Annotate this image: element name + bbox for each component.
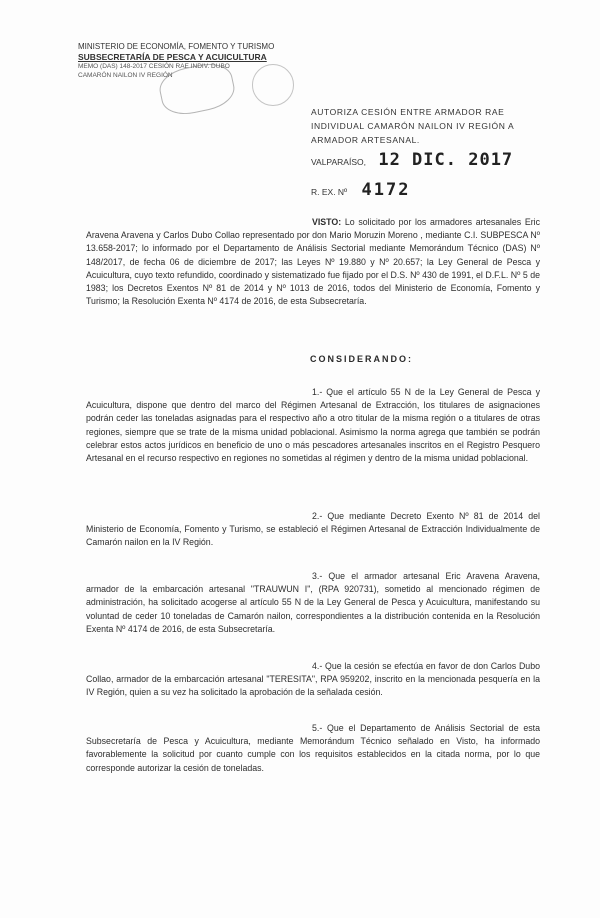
place-and-date	[311, 150, 513, 170]
handwritten-date: 12 DIC. 2017	[378, 150, 514, 170]
rex-number: 4172	[361, 180, 411, 200]
considerando-3: 3.- Que el armador artesanal Eric Aravena Aravena, armador de la embarcación artesanal "TRAUWUN I", (RPA 920731), sometido al mencionado régimen de administración, ha solicitado acogerse al artículo 55 N de la Ley General de Pesca y Acuicultura, manifestando su voluntad de ceder 10 toneladas de Camarón nailon, correspondientes a la distribución contenida en la Resolución Exenta Nº 4174 de 2016, de esta Subsecretaría.	[86, 571, 540, 634]
considerando-1: 1.- Que el artículo 55 N de la Ley General de Pesca y Acuicultura, dispone que dentro del marco del Régimen Artesanal de Extracción, los titulares de asignaciones podrán ceder las toneladas asignadas para el respectivo año a otro titular de la misma región o a titulares de otras regiones, siempre que se trate de la misma unidad poblacional. Asimismo la norma agrega que también se podrán celebrar estos actos jurídicos en beneficio de uno o más pescadores artesanales inscritos en el Registro Pesquero Artesanal en el recurso respectivo en regiones no sometidas al régimen y dentro de la misma unidad poblacional.	[86, 387, 540, 464]
initials-stamp	[252, 64, 294, 106]
subsecretaria-name: SUBSECRETARÍA DE PESCA Y ACUICULTURA	[78, 52, 267, 62]
considerando-heading: CONSIDERANDO:	[310, 354, 414, 364]
visto-text: Lo solicitado por los armadores artesanales Eric Aravena Aravena y Carlos Dubo Collao representado por don Mario Moruzin Moreno , mediante C.I. SUBPESCA Nº 13.658-2017; lo informado por el Departamento de Análisis Sectorial mediante Memorándum Técnico (DAS) Nº 148/2017, de fecha 06 de diciembre de 2017; las Leyes Nº 19.880 y Nº 20.657; la Ley General de Pesca y Acuicultura, cuyo texto refundido, coordinado y sistematizado fue fijado por el D.S. Nº 430 de 1991, el D.F.L. Nº 5 de 1983; los Decretos Exentos Nº 81 de 2014 y Nº 1013 de 2016, todos del Ministerio de Economía, Fomento y Turismo; la Resolución Exenta Nº 4174 de 2016, de esta Subsecretaría.	[86, 217, 540, 307]
visto-lead: VISTO:	[312, 217, 342, 227]
place-label: VALPARAÍSO,	[311, 157, 366, 167]
considerando-5: 5.- Que el Departamento de Análisis Sectorial de esta Subsecretaría de Pesca y Acuicultura, mediante Memorándum Técnico señalado en Visto, ha informado favorablemente la solicitud por cuanto cumple con los requisitos establecidos en la citada norma, por lo que corresponde autorizar la cesión de toneladas.	[86, 723, 540, 773]
resolution-number	[311, 180, 411, 200]
considerando-2: 2.- Que mediante Decreto Exento Nº 81 de 2014 del Ministerio de Economía, Fomento y Turismo, se estableció el Régimen Artesanal de Extracción Individualmente de Camarón nailon en la IV Región.	[86, 511, 540, 548]
visto-paragraph	[86, 216, 540, 308]
reference-line-1: MEMO (DAS) 148-2017 CESIÓN RAE INDIV. DUBO	[78, 63, 230, 70]
resolution-subject: AUTORIZA CESIÓN ENTRE ARMADOR RAE INDIVIDUAL CAMARÓN NAILON IV REGIÓN A ARMADOR ARTESANAL.	[311, 107, 514, 145]
ministry-name: MINISTERIO DE ECONOMÍA, FOMENTO Y TURISMO	[78, 42, 275, 51]
reference-line-2: CAMARÓN NAILON IV REGIÓN	[78, 72, 173, 79]
considerando-4: 4.- Que la cesión se efectúa en favor de don Carlos Dubo Collao, armador de la embarcación artesanal "TERESITA", RPA 959202, inscrito en la mencionada pesquería en la IV Región, quien a su vez ha solicitado la aprobación de la señalada cesión.	[86, 661, 540, 698]
rex-label: R. EX. Nº	[311, 187, 348, 197]
